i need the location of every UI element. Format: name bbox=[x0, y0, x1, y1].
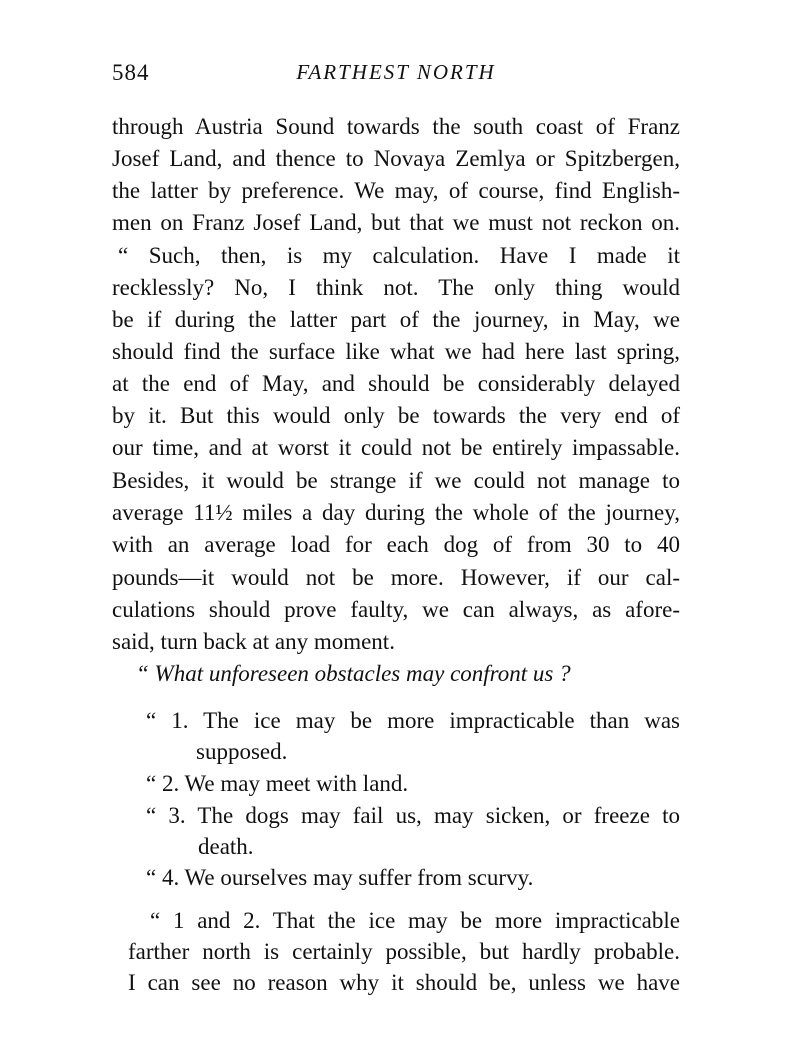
text-line: through Austria Sound towards the south coast of Franz bbox=[112, 114, 680, 139]
list-item: “ 4. We ourselves may suffer from scurvy. bbox=[146, 865, 534, 890]
text-line: “ Such, then, is my calculation. Have I made it bbox=[118, 243, 680, 268]
section-heading: “ What unforeseen obstacles may confront us ? bbox=[136, 661, 571, 686]
page-number: 584 bbox=[112, 60, 150, 85]
text-line: Besides, it would be strange if we could not manage to bbox=[112, 468, 680, 493]
list-item: “ 3. The dogs may fail us, may sicken, or freeze to bbox=[146, 803, 680, 828]
text-line: “ 1 and 2. That the ice may be more impracticable bbox=[150, 908, 680, 933]
text-line: be if during the latter part of the journey, in May, we bbox=[112, 307, 680, 332]
text-line: farther north is certainly possible, but hardly probable. bbox=[128, 939, 680, 964]
text-line: pounds—it would not be more. However, if our cal- bbox=[112, 565, 680, 590]
text-line: with an average load for each dog of from 30 to 40 bbox=[112, 532, 680, 557]
text-line: recklessly? No, I think not. The only thing would bbox=[112, 275, 680, 300]
text-line: our time, and at worst it could not be entirely impassable. bbox=[112, 435, 680, 460]
text-line: I can see no reason why it should be, unless we have bbox=[128, 970, 680, 995]
list-item-continuation: death. bbox=[198, 834, 254, 859]
list-item-continuation: supposed. bbox=[196, 739, 288, 764]
text-line: men on Franz Josef Land, but that we must not reckon on. bbox=[112, 210, 680, 235]
text-line: by it. But this would only be towards the very end of bbox=[112, 403, 680, 428]
running-title: FARTHEST NORTH bbox=[296, 60, 496, 84]
page-header bbox=[112, 60, 680, 90]
list-item: “ 1. The ice may be more impracticable than was bbox=[146, 708, 680, 733]
text-line: said, turn back at any moment. bbox=[112, 629, 395, 654]
text-line: culations should prove faulty, we can always, as afore- bbox=[112, 597, 680, 622]
text-line: at the end of May, and should be considerably delayed bbox=[112, 371, 680, 396]
text-line: Josef Land, and thence to Novaya Zemlya or Spitzbergen, bbox=[112, 146, 680, 171]
list-item: “ 2. We may meet with land. bbox=[146, 771, 409, 796]
text-line: average 11½ miles a day during the whole of the journey, bbox=[112, 500, 680, 525]
text-line: should find the surface like what we had here last spring, bbox=[112, 339, 680, 364]
text-line: the latter by preference. We may, of course, find English- bbox=[112, 178, 680, 203]
